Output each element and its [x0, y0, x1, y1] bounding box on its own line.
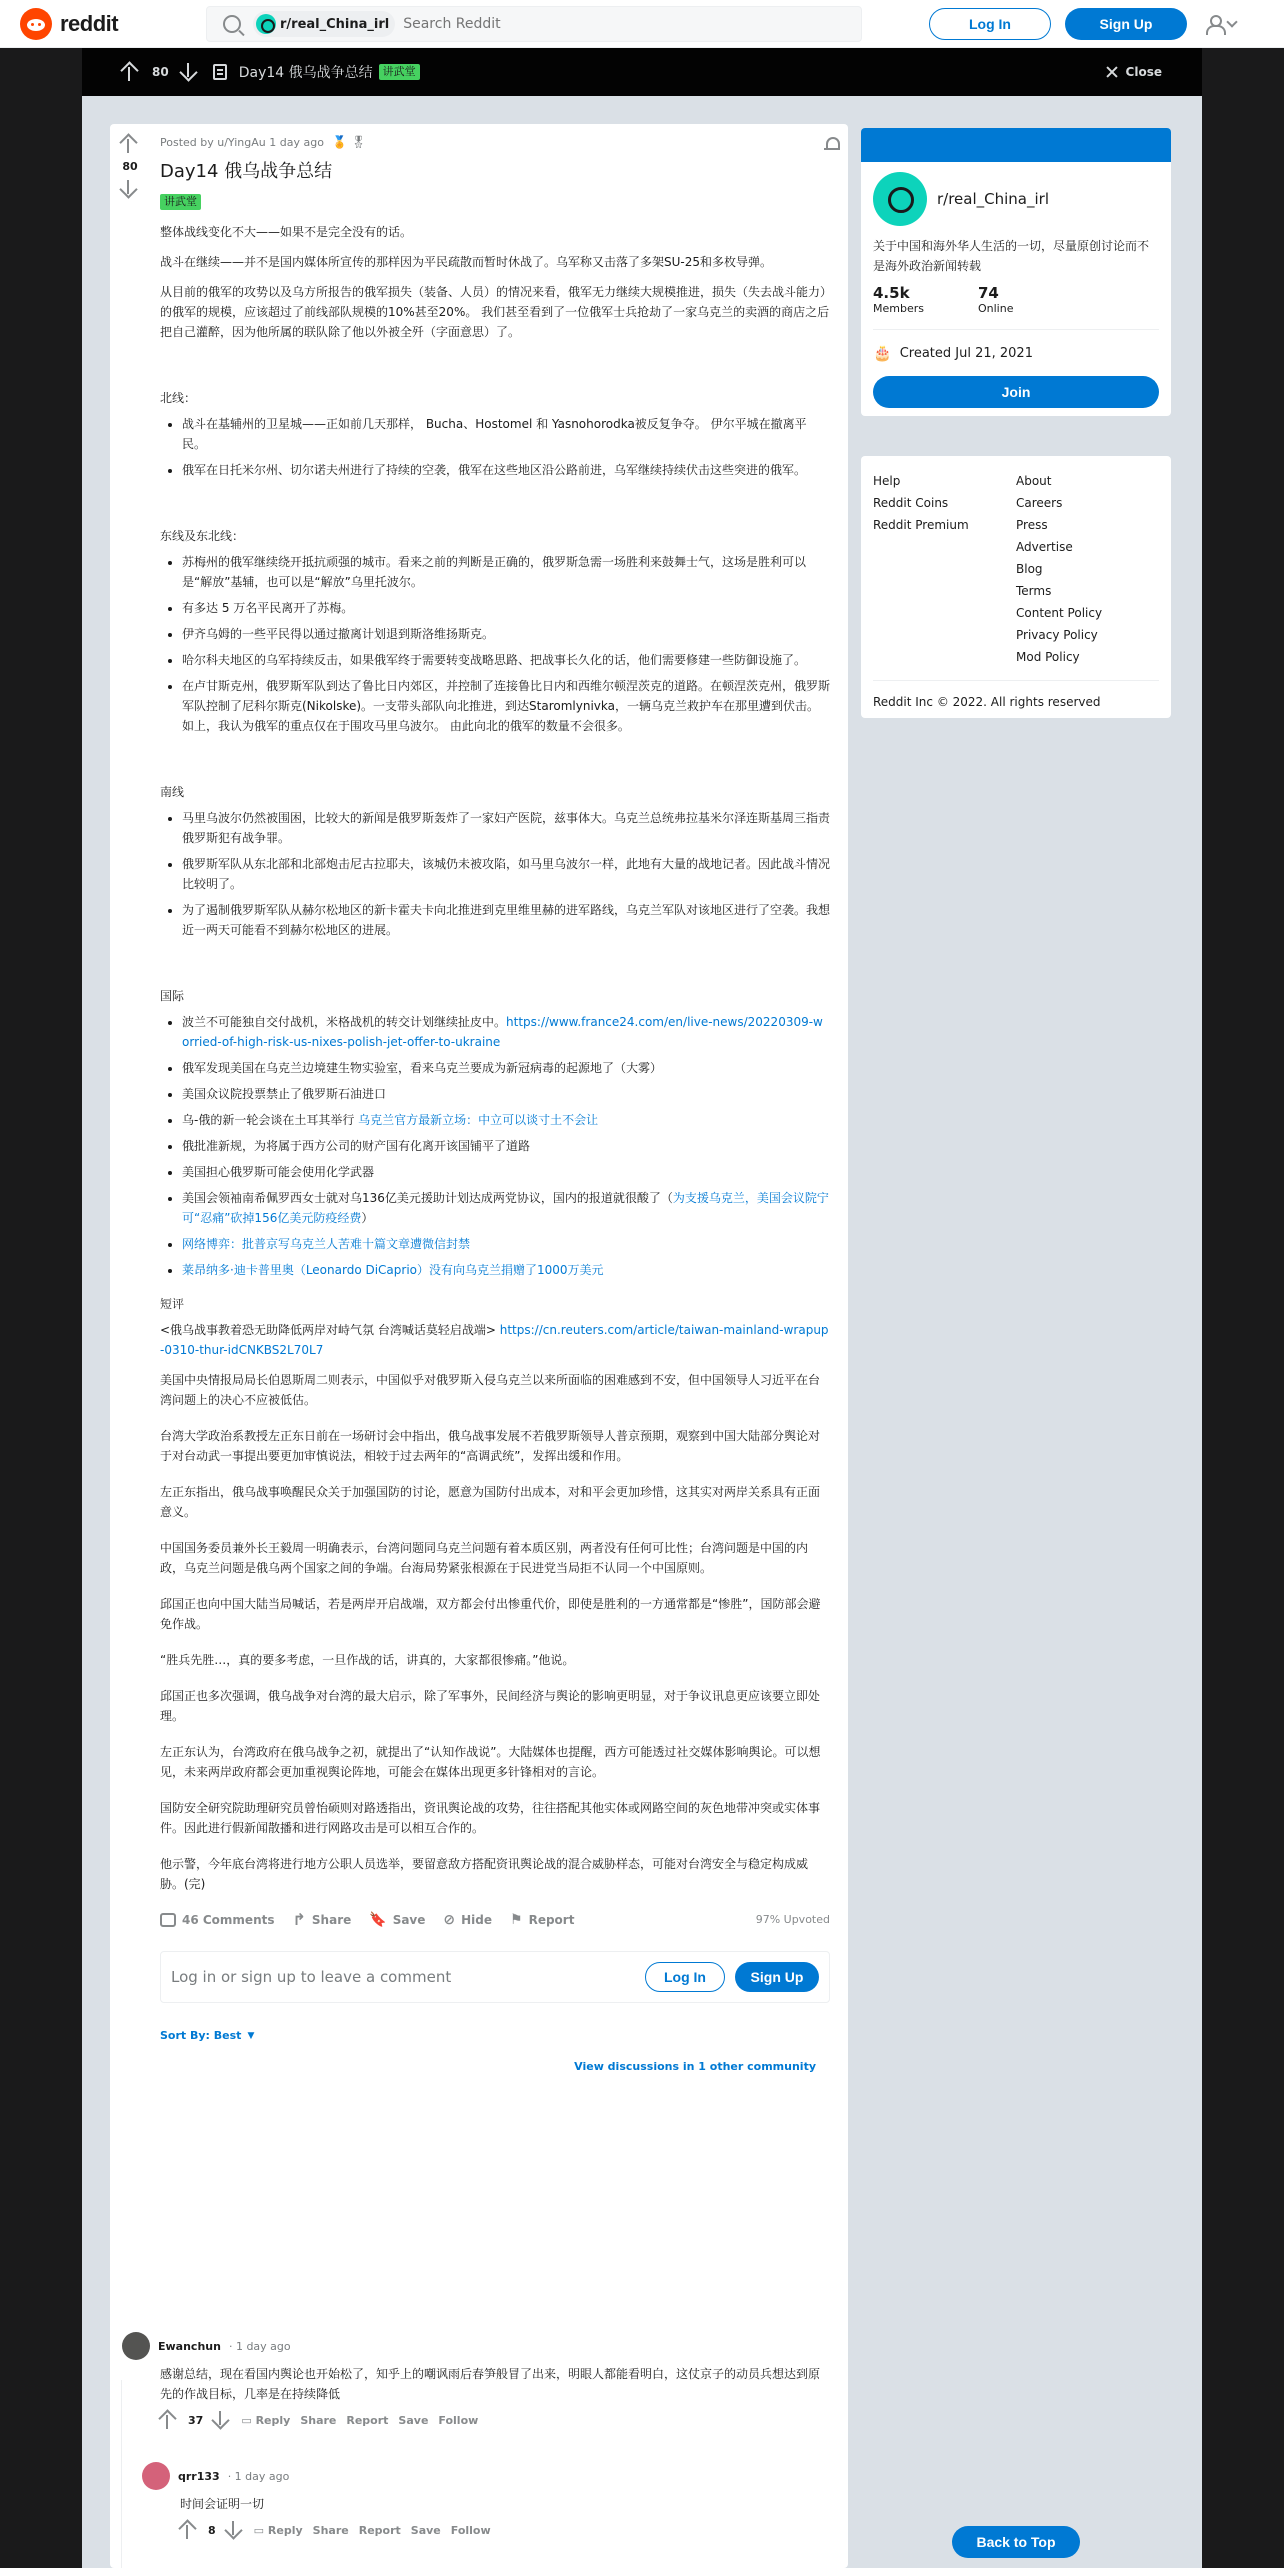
paragraph: 邱国正也多次强调，俄乌战争对台湾的最大启示，除了军事外，民间经济与舆论的影响更明显，对于争议讯息更应该要立即处理。 — [160, 1689, 821, 1723]
upvote-icon[interactable] — [180, 2520, 198, 2540]
comment-score: 8 — [208, 2523, 216, 2537]
share-button[interactable]: Share — [312, 2523, 349, 2537]
footer-link-careers[interactable]: Careers — [1016, 496, 1063, 510]
comment-actions — [180, 2520, 822, 2540]
reddit-logo[interactable] — [20, 8, 118, 40]
comment-author[interactable]: Ewanchun — [158, 2339, 221, 2353]
hide-label: Hide — [461, 1912, 493, 1927]
save-button[interactable]: Save — [398, 2413, 429, 2427]
text-post-icon — [213, 64, 227, 80]
header-signup-button[interactable]: Sign Up — [1065, 8, 1187, 40]
list-item: • 伊齐乌姆的一些平民得以通过撤离计划退到斯洛维扬斯克。 — [182, 624, 830, 644]
post-flair[interactable]: 讲武堂 — [160, 194, 201, 210]
report-button[interactable]: Report — [346, 2413, 389, 2427]
item-text: 乌-俄的新一轮会谈在土耳其举行 — [182, 1113, 359, 1127]
paragraph: 战斗在继续——并不是国内媒体所宣传的那样因为平民疏散而暂时休战了。乌军称又击落了多架SU-25和多枚导弹。 — [160, 255, 773, 269]
comment-text: 时间会证明一切 — [180, 2497, 265, 2511]
comment-time: · 1 day ago — [227, 2469, 290, 2483]
section-heading-north: 北线： — [160, 391, 197, 405]
list-item: • 哈尔科夫地区的乌军持续反击，如果俄军终于需要转变战略思路、把战事长久化的话，他们需要修建一些防御设施了。 — [182, 650, 830, 670]
list-item: • 为了遏制俄罗斯军队从赫尔松地区的新卡霍夫卡向北推进到克里维里赫的进军路线，乌克兰军队对该地区进行了空袭。我想近一两天可能看不到赫尔松地区的进展。 — [182, 900, 830, 940]
comment-icon — [160, 1913, 176, 1927]
list-item: • 俄军在日托米尔州、切尔诺夫州进行了持续的空袭，俄军在这些地区沿公路前进，乌军继续持续伏击这些突进的俄军。 — [182, 460, 830, 480]
share-button[interactable] — [293, 1910, 352, 1929]
logo-text: reddit — [60, 11, 119, 36]
footer-link-content-policy[interactable]: Content Policy — [1016, 606, 1103, 620]
comment — [122, 2332, 822, 2430]
footer-link-about[interactable]: About — [1016, 474, 1052, 488]
list-item: • 在卢甘斯克州，俄罗斯军队到达了鲁比日内郊区，并控制了连接鲁比日内和西维尔顿涅茨克的道路。在顿涅茨克州，俄罗斯军队控制了尼科尔斯克(Nikolske)。一支带头部队向北推进，到达Staromlynivka，一辆乌克兰救护车在那里遭到伏击。如上，我认为俄军的重点仅在于围攻马里乌波尔。 由此向北的俄军的数量不会很多。 — [182, 676, 830, 736]
post-overlay-bar — [82, 48, 1202, 96]
comment — [142, 2462, 822, 2540]
paragraph: 左正东指出，俄乌战事唤醒民众关于加强国防的讨论，愿意为国防付出成本，对和平会更加珍惜，这其实对两岸关系具有正面意义。 — [160, 1485, 821, 1519]
overlay-score: 80 — [152, 65, 169, 79]
comment-login-button[interactable]: Log In — [645, 1962, 725, 1992]
paragraph: 美国中央情报局局长伯恩斯周二则表示，中国似乎对俄罗斯入侵乌克兰以来所面临的困难感到不安，但中国领导人习近平在台湾问题上的决心不应被低估。 — [160, 1373, 821, 1407]
footer-link-help[interactable]: Help — [873, 474, 901, 488]
section-heading-south: 南线 — [160, 785, 185, 799]
reply-label: Reply — [255, 2413, 291, 2427]
overlay-upvote-icon[interactable] — [122, 62, 140, 82]
top-header — [0, 0, 1284, 48]
share-button[interactable]: Share — [300, 2413, 337, 2427]
overlay-downvote-icon[interactable] — [181, 62, 199, 82]
comment-author[interactable]: qrr133 — [178, 2469, 220, 2483]
award-icon-2: 🎖 — [350, 135, 367, 149]
post-vote-column — [110, 124, 150, 199]
list-item: • 马里乌波尔仍然被围困，比较大的新闻是俄罗斯轰炸了一家妇产医院，兹事体大。乌克兰总统弗拉基米尔泽连斯基周三指责俄罗斯犯有战争罪。 — [182, 808, 830, 848]
upvote-percentage: 97% Upvoted — [755, 1913, 830, 1926]
online-count: 74 — [977, 284, 999, 302]
footer-card — [861, 456, 1171, 718]
close-label: Close — [1125, 65, 1162, 79]
reply-button[interactable] — [254, 2524, 303, 2537]
posted-by: Posted by u/YingAu 1 day ago — [160, 135, 324, 149]
search-icon — [223, 15, 241, 33]
report-button[interactable] — [510, 1912, 574, 1928]
cake-icon: 🎂 — [873, 344, 892, 362]
external-link[interactable]: https://www.france24.com/en/live-news/20220309-worried-of-high-risk-us-nixes-polish-jet-offer-to-ukraine — [182, 1015, 823, 1049]
comment-score: 37 — [188, 2413, 204, 2427]
overlay-flair: 讲武堂 — [379, 64, 420, 80]
award-icon: 🏅 — [331, 135, 347, 149]
user-menu-dropdown[interactable] — [1204, 12, 1248, 36]
paragraph: 左正东认为，台湾政府在俄乌战争之初，就提出了“认知作战说”。大陆媒体也提醒，西方可能透过社交媒体影响舆论。可以想见，未来两岸政府都会更加重视舆论阵地，可能会在媒体出现更多针锋相对的言论。 — [160, 1745, 821, 1779]
reply-button[interactable] — [241, 2414, 290, 2427]
list-item — [182, 1012, 830, 1052]
paragraph: 国防安全研究院助理研究员曾怡硕则对路透指出，资讯舆论战的攻势，往往搭配其他实体或网路空间的灰色地带冲突或实体事件。因此进行假新闻散播和进行网路攻击是可以相互合作的。 — [160, 1801, 821, 1835]
section-heading-short: 短评 — [160, 1297, 185, 1311]
created-date: Created Jul 21, 2021 — [899, 345, 1033, 361]
search-bar[interactable] — [206, 6, 862, 42]
list-item: • 战斗在基辅州的卫星城——正如前几天那样， Bucha、Hostomel 和 Yasnohorodka被反复争夺。 伊尔平城在撤离平民。 — [182, 414, 830, 454]
external-link[interactable]: 乌克兰官方最新立场：中立可以谈寸土不会让 — [358, 1113, 599, 1127]
community-banner — [861, 128, 1171, 162]
close-button[interactable] — [1106, 65, 1162, 79]
downvote-icon[interactable] — [226, 2520, 244, 2540]
list-item: • 俄军发现美国在乌克兰边境建生物实验室，看来乌克兰要成为新冠病毒的起源地了（大雾） — [182, 1058, 830, 1078]
save-button[interactable] — [369, 1912, 425, 1928]
item-text: ） — [361, 1211, 374, 1225]
comment-login-box — [160, 1951, 830, 2003]
back-to-top-button[interactable]: Back to Top — [952, 2526, 1080, 2558]
external-link[interactable]: 莱昂纳多·迪卡普里奥（Leonardo DiCaprio）没有向乌克兰捐赠了1000万美元 — [182, 1263, 604, 1277]
report-button[interactable]: Report — [358, 2523, 401, 2537]
list-item — [182, 1110, 830, 1130]
members-count: 4.5k — [873, 284, 910, 302]
join-button[interactable]: Join — [873, 376, 1159, 408]
ref-text: <俄乌战事教着恐无助降低两岸对峙气氛 台湾喊话莫轻启战端> — [160, 1323, 500, 1337]
sort-dropdown[interactable] — [160, 2029, 830, 2042]
community-avatar-icon[interactable] — [873, 172, 927, 226]
view-discussions-link[interactable]: View discussions in 1 other community — [574, 2060, 816, 2073]
flag-icon: ⚑ — [510, 1911, 523, 1928]
caret-down-icon: ▼ — [247, 2030, 255, 2041]
external-link[interactable]: 为支援乌克兰，美国会议院宁可“忍痛”砍掉156亿美元防疫经费 — [182, 1191, 829, 1225]
post-body — [160, 134, 830, 2073]
hide-button[interactable] — [443, 1912, 492, 1928]
community-name[interactable]: r/real_China_irl — [937, 190, 1049, 208]
comment-signup-button[interactable]: Sign Up — [735, 1962, 819, 1992]
list-item — [182, 1234, 830, 1254]
paragraph — [160, 1320, 830, 1360]
paragraph: 邱国正也向中国大陆当局喊话，若是两岸开启战端，双方都会付出惨重代价，即使是胜利的一方通常都是“惨胜”，国防部会避免作战。 — [160, 1597, 821, 1631]
avatar[interactable] — [122, 2332, 150, 2360]
list-item: • 苏梅州的俄军继续绕开抵抗顽强的城市。看来之前的判断是正确的，俄罗斯急需一场胜利来鼓舞士气，这场是胜利可以是“解放”基辅，也可以是“解放”乌里托波尔。 — [182, 552, 830, 592]
comment-text: 感谢总结，现在看国内舆论也开始松了，知乎上的嘲讽雨后春笋般冒了出来，明眼人都能看明白，这仗京子的动员兵想达到原先的作战目标，几率是在持续降低 — [160, 2367, 821, 2401]
paragraph: 中国国务委员兼外长王毅周一明确表示，台湾问题同乌克兰问题有着本质区别，两者没有任何可比性；台湾问题是中国的内政，乌克兰问题是俄乌两个国家之间的争端。台海局势紧张根源在于民进党当局拒不认同一个中国原则。 — [160, 1541, 809, 1575]
external-link[interactable]: 网络博弈：批普京写乌克兰人苦难十篇文章遭微信封禁 — [182, 1237, 471, 1251]
report-label: Report — [528, 1912, 575, 1927]
item-text: 波兰不可能独自交付战机，米格战机的转交计划继续扯皮中。 — [182, 1015, 507, 1029]
share-label: Share — [311, 1912, 352, 1927]
hide-icon: ⊘ — [443, 1911, 456, 1928]
upvote-icon[interactable] — [121, 134, 139, 154]
list-item: • 俄批准新规，为将属于西方公司的财产国有化离开该国铺平了道路 — [182, 1136, 830, 1156]
footer-link-premium[interactable]: Reddit Premium — [873, 518, 969, 532]
user-icon — [1204, 14, 1224, 34]
footer-link-terms[interactable]: Terms — [1016, 584, 1052, 598]
footer-link-coins[interactable]: Reddit Coins — [873, 496, 949, 510]
footer-link-privacy-policy[interactable]: Privacy Policy — [1016, 628, 1098, 642]
comments-label: 46 Comments — [182, 1912, 275, 1927]
online-label: Online — [977, 302, 1014, 315]
section-heading-intl: 国际 — [160, 989, 185, 1003]
footer-link-advertise[interactable]: Advertise — [1016, 540, 1073, 554]
header-login-button[interactable]: Log In — [929, 8, 1051, 40]
comment-time: · 1 day ago — [228, 2339, 291, 2353]
community-icon — [256, 14, 276, 34]
community-card — [861, 128, 1171, 416]
community-filter-pill[interactable] — [253, 11, 395, 37]
copyright: Reddit Inc © 2022. All rights reserved — [873, 695, 1101, 709]
section-heading-east: 东线及东北线： — [160, 529, 245, 543]
overlay-title: Day14 俄乌战争总结 — [238, 65, 373, 81]
downvote-icon[interactable] — [121, 179, 139, 199]
paragraph: “胜兵先胜…，真的要多考虑，一旦作战的话，讲真的，大家都很惨痛。”他说。 — [160, 1653, 575, 1667]
list-item — [182, 1260, 830, 1280]
chevron-down-icon — [1226, 16, 1237, 27]
post-actions — [160, 1910, 830, 1929]
list-item: • 有多达 5 万名平民离开了苏梅。 — [182, 598, 830, 618]
save-button[interactable]: Save — [410, 2523, 441, 2537]
post-score: 80 — [122, 160, 138, 173]
paragraph: 台湾大学政治系教授左正东日前在一场研讨会中指出，俄乌战事发展不若俄罗斯领导人普京预期，观察到中国大陆部分舆论对于对台动武一事提出要更加审慎说法，相较于过去两年的“高调武统”，发挥出缓和作用。 — [160, 1429, 821, 1463]
community-description: 关于中国和海外华人生活的一切，尽量原创讨论而不是海外政治新闻转载 — [873, 239, 1150, 273]
list-item: • 俄罗斯军队从东北部和北部炮击尼古拉耶夫，该城仍未被攻陷，如马里乌波尔一样，此地有大量的战地记者。因此战斗情况比较明了。 — [182, 854, 830, 894]
external-link[interactable]: https://cn.reuters.com/article/taiwan-mainland-wrapup-0310-thur-idCNKBS2L70L7 — [160, 1323, 829, 1357]
comment-icon: ▭ — [241, 2413, 252, 2427]
close-icon — [1106, 66, 1118, 78]
post-content — [160, 222, 830, 1894]
upvote-icon[interactable] — [160, 2410, 178, 2430]
footer-link-blog[interactable]: Blog — [1016, 562, 1043, 576]
comment-actions — [160, 2410, 822, 2430]
comment-icon: ▭ — [253, 2523, 265, 2537]
list-item: • 美国担心俄罗斯可能会使用化学武器 — [182, 1162, 830, 1182]
post-title: Day14 俄乌战争总结 — [160, 161, 333, 182]
search-input[interactable] — [403, 16, 783, 32]
share-icon: ↱ — [292, 1910, 306, 1929]
members-label: Members — [873, 302, 924, 315]
community-pill-label: r/real_China_irl — [280, 16, 390, 32]
comment-login-prompt: Log in or sign up to leave a comment — [171, 1968, 452, 1986]
item-text: 美国会领袖南希佩罗西女士就对乌136亿美元援助计划达成两党协议，国内的报道就很酸了（ — [182, 1191, 673, 1205]
paragraph: 从目前的俄军的攻势以及乌方所报告的俄军损失（装备、人员）的情况来看，俄军无力继续大规模推进，损失（失去战斗能力）的俄军的规模，应该超过了前线部队规模的10%甚至20%。 我们甚至看到了一位俄军士兵抢劫了一家乌克兰的卖酒的商店之后把自己灌醉，因为他所属的联队除了他以外被全歼（字面意思）了。 — [160, 285, 830, 339]
paragraph: 他示警，今年底台湾将进行地方公职人员选举，要留意敌方搭配资讯舆论战的混合威胁样态，可能对台湾安全与稳定构成威胁。(完) — [160, 1857, 809, 1891]
sort-label: Sort By: Best — [160, 2029, 242, 2042]
reddit-snoo-icon — [20, 8, 52, 40]
comments-button[interactable] — [160, 1913, 275, 1927]
paragraph: 整体战线变化不大——如果不是完全没有的话。 — [160, 225, 413, 239]
reply-label: Reply — [267, 2523, 303, 2537]
list-item — [182, 1188, 830, 1228]
footer-link-press[interactable]: Press — [1016, 518, 1048, 532]
follow-button[interactable]: Follow — [450, 2523, 491, 2537]
post-card — [110, 124, 848, 2568]
downvote-icon[interactable] — [213, 2410, 231, 2430]
footer-link-mod-policy[interactable]: Mod Policy — [1016, 650, 1080, 664]
list-item: • 美国众议院投票禁止了俄罗斯石油进口 — [182, 1084, 830, 1104]
post-meta — [160, 134, 830, 150]
follow-button[interactable]: Follow — [438, 2413, 479, 2427]
bookmark-icon: 🔖 — [369, 1911, 387, 1928]
save-label: Save — [392, 1912, 426, 1927]
avatar[interactable] — [142, 2462, 170, 2490]
